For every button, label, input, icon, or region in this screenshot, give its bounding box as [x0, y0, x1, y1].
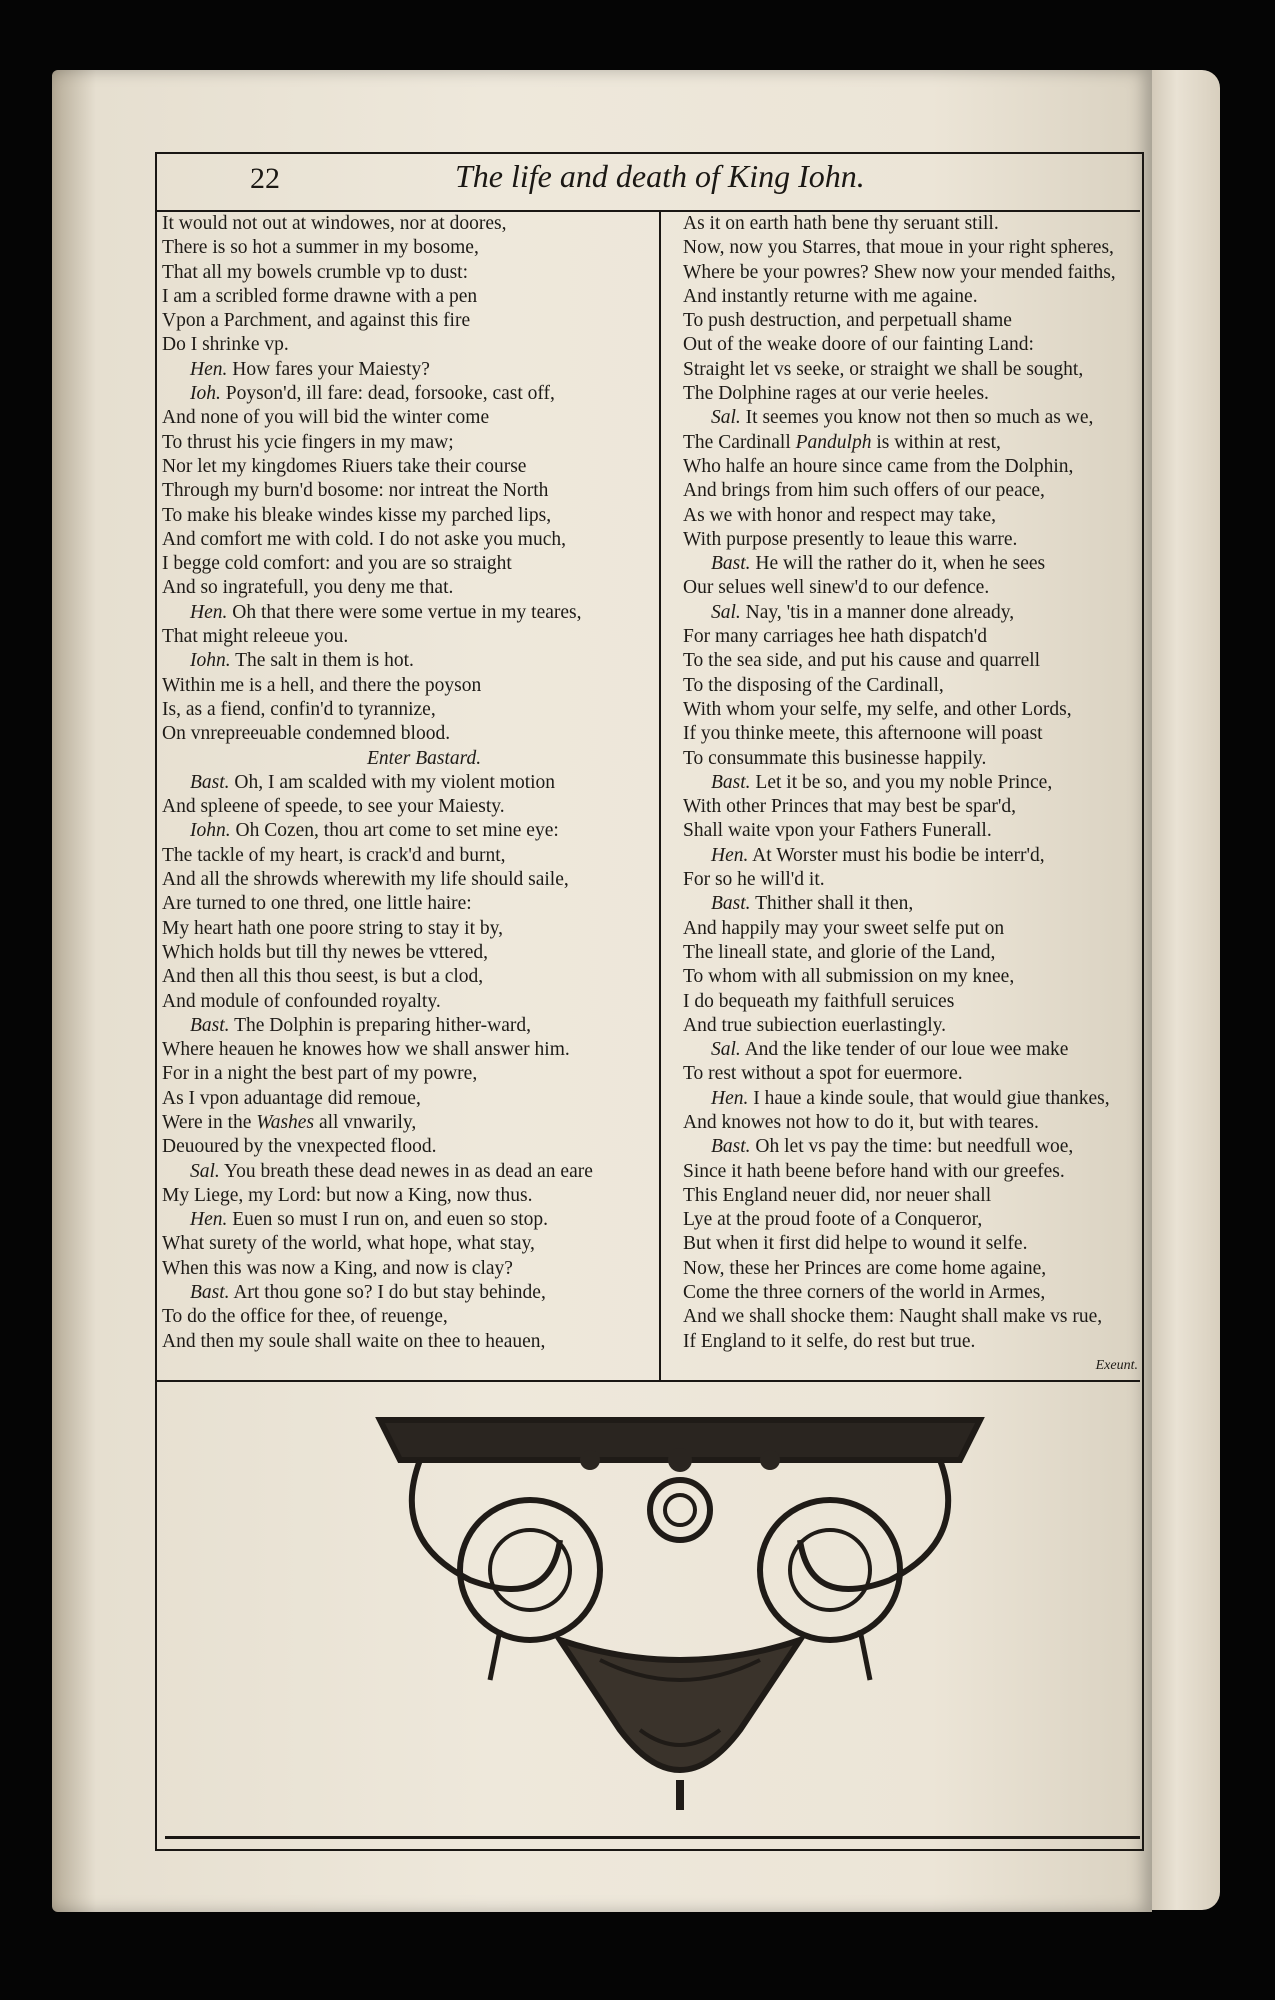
- left-verse-line: [162, 382, 662, 406]
- right-verse-line: [683, 747, 1138, 771]
- left-verse-line: [162, 625, 662, 649]
- line-text: For so he will'd it.: [683, 869, 825, 891]
- line-text: Straight let vs seeke, or straight we shall be sought,: [683, 358, 1084, 380]
- left-verse-line: [162, 1135, 662, 1159]
- stage-direction: Exeunt.: [1095, 1357, 1138, 1373]
- right-verse-line: [683, 382, 1138, 406]
- right-verse-line: [683, 625, 1138, 649]
- line-text: Were in the: [162, 1111, 257, 1133]
- left-verse-line: [162, 917, 662, 941]
- line-text: Now, now you Starres, that moue in your right spheres,: [683, 237, 1114, 259]
- left-verse-line: [162, 236, 662, 260]
- right-verse-line: [683, 504, 1138, 528]
- line-text: Euen so must I run on, and euen so stop.: [227, 1209, 549, 1231]
- left-verse-line: [162, 1257, 662, 1281]
- left-verse-line: [162, 892, 662, 916]
- lower-border-rule: [165, 1836, 1140, 1839]
- line-text: The salt in them is hot.: [230, 650, 414, 672]
- right-verse-line: [683, 552, 1138, 576]
- right-verse-line: [683, 819, 1138, 843]
- speaker-name: Bast.: [711, 771, 751, 793]
- right-verse-line: [683, 455, 1138, 479]
- right-verse-line: [683, 528, 1138, 552]
- line-text: I begge cold comfort: and you are so straight: [162, 553, 512, 575]
- column-divider: [659, 212, 661, 1380]
- right-verse-line: [683, 358, 1138, 382]
- line-text: To consummate this businesse happily.: [683, 747, 987, 769]
- line-text: To rest without a spot for euermore.: [683, 1063, 963, 1085]
- left-verse-line: [162, 261, 662, 285]
- line-text: The Dolphine rages at our verie heeles.: [683, 383, 989, 405]
- left-verse-line: [162, 1062, 662, 1086]
- line-text: I am a scribled forme drawne with a pen: [162, 285, 478, 307]
- left-verse-line: [162, 528, 662, 552]
- right-verse-line: [683, 1208, 1138, 1232]
- speaker-name: Bast.: [711, 553, 751, 575]
- left-verse-line: [162, 844, 662, 868]
- right-verse-line: [683, 1014, 1138, 1038]
- line-text: And then my soule shall waite on thee to heauen,: [162, 1330, 546, 1352]
- left-text-column: [162, 212, 662, 1382]
- right-verse-line: [683, 892, 1138, 916]
- left-verse-line: [162, 1330, 662, 1354]
- line-text: And the like tender of our loue wee make: [740, 1039, 1069, 1061]
- line-text: For in a night the best part of my powre,: [162, 1063, 478, 1085]
- left-verse-line: [162, 1208, 662, 1232]
- left-verse-line: [162, 941, 662, 965]
- right-verse-line: [683, 844, 1138, 868]
- line-text: And all the shrowds wherewith my life should saile,: [162, 869, 569, 891]
- line-text: Thither shall it then,: [750, 893, 914, 915]
- line-text: Which holds but till thy newes be vttered,: [162, 941, 489, 963]
- line-text: With purpose presently to leaue this warre.: [683, 528, 1018, 550]
- text-bottom-rule: [155, 1380, 1140, 1382]
- right-verse-line: [683, 576, 1138, 600]
- line-text: That all my bowels crumble vp to dust:: [162, 261, 468, 283]
- right-verse-line: [683, 965, 1138, 989]
- right-verse-line: [683, 649, 1138, 673]
- line-text: Are turned to one thred, one little haire:: [162, 893, 472, 915]
- line-text: When this was now a King, and now is clay?: [162, 1257, 513, 1279]
- speaker-name: Hen.: [711, 844, 749, 866]
- speaker-name: Sal.: [711, 1039, 741, 1061]
- line-text: Within me is a hell, and there the poyson: [162, 674, 482, 696]
- left-verse-line: [162, 965, 662, 989]
- left-verse-line: [162, 1038, 662, 1062]
- speaker-name: Bast.: [711, 1136, 751, 1158]
- line-text: My Liege, my Lord: but now a King, now thus.: [162, 1184, 533, 1206]
- line-text: If England to it selfe, do rest but true.: [683, 1330, 976, 1352]
- speaker-name: Ioh.: [190, 383, 221, 405]
- page-number: 22: [250, 162, 280, 195]
- speaker-name: Hen.: [711, 1087, 749, 1109]
- left-verse-line: [162, 698, 662, 722]
- line-text: What surety of the world, what hope, what stay,: [162, 1233, 535, 1255]
- right-verse-line: [683, 990, 1138, 1014]
- left-verse-line: [162, 1111, 662, 1135]
- left-verse-line: [162, 1087, 662, 1111]
- left-verse-line: [162, 771, 662, 795]
- speaker-name: Sal.: [711, 407, 741, 429]
- left-verse-line: [162, 309, 662, 333]
- right-verse-line: [683, 1257, 1138, 1281]
- line-text: There is so hot a summer in my bosome,: [162, 237, 479, 259]
- right-verse-line: [683, 285, 1138, 309]
- line-text: Lye at the proud foote of a Conqueror,: [683, 1209, 983, 1231]
- line-text: The Cardinall: [683, 431, 796, 453]
- stage-direction: Enter Bastard.: [367, 747, 482, 769]
- left-verse-line: [162, 285, 662, 309]
- speaker-name: Sal.: [190, 1160, 220, 1182]
- line-text: Oh, I am scalded with my violent motion: [229, 771, 556, 793]
- line-text: To the disposing of the Cardinall,: [683, 674, 944, 696]
- line-text: How fares your Maiesty?: [227, 358, 430, 380]
- line-text: The lineall state, and glorie of the Land,: [683, 941, 996, 963]
- italic-name: Pandulph: [795, 431, 872, 453]
- speaker-name: Bast.: [190, 1014, 230, 1036]
- left-verse-line: [162, 406, 662, 430]
- right-verse-line: [683, 333, 1138, 357]
- left-verse-line: [162, 576, 662, 600]
- line-text: And module of confounded royalty.: [162, 990, 441, 1012]
- line-text: Oh Cozen, thou art come to set mine eye:: [230, 820, 559, 842]
- speaker-name: Bast.: [190, 771, 230, 793]
- speaker-name: Bast.: [711, 893, 751, 915]
- line-text: To push destruction, and perpetuall shame: [683, 310, 1012, 332]
- left-verse-line: [162, 1232, 662, 1256]
- left-verse-line: [162, 212, 662, 236]
- line-text: It would not out at windowes, nor at doores,: [162, 213, 507, 234]
- right-verse-line: [683, 1038, 1138, 1062]
- line-text: Our selues well sinew'd to our defence.: [683, 577, 990, 599]
- line-text: On vnrepreeuable condemned blood.: [162, 723, 451, 745]
- woodcut-tailpiece-ornament: [360, 1400, 1000, 1820]
- left-verse-line: [162, 1184, 662, 1208]
- speaker-name: Iohn.: [190, 820, 231, 842]
- right-verse-line: [683, 1087, 1138, 1111]
- line-text: Where heauen he knowes how we shall answer him.: [162, 1039, 570, 1061]
- line-text: And true subiection euerlastingly.: [683, 1014, 947, 1036]
- line-text: For many carriages hee hath dispatch'd: [683, 626, 988, 648]
- left-verse-line: [162, 1305, 662, 1329]
- right-verse-line: [683, 1184, 1138, 1208]
- line-text: And we shall shocke them: Naught shall make vs rue,: [683, 1306, 1103, 1328]
- line-text: It seemes you know not then so much as we,: [740, 407, 1094, 429]
- right-verse-line: [683, 674, 1138, 698]
- right-verse-line: [683, 1160, 1138, 1184]
- running-title: The life and death of King Iohn.: [455, 158, 865, 194]
- running-header: [155, 150, 1140, 212]
- line-text: Nay, 'tis in a manner done already,: [740, 601, 1015, 623]
- right-verse-line: [683, 236, 1138, 260]
- right-verse-line: [683, 406, 1138, 430]
- line-text: With other Princes that may best be spar'd,: [683, 796, 1017, 818]
- left-verse-line: [162, 1014, 662, 1038]
- left-verse-line: [162, 552, 662, 576]
- left-verse-line: [162, 1281, 662, 1305]
- speaker-name: Hen.: [190, 601, 228, 623]
- left-verse-line: [162, 358, 662, 382]
- line-text: Where be your powres? Shew now your mended faiths,: [683, 261, 1116, 283]
- right-verse-line: [683, 212, 1138, 236]
- right-verse-line: [683, 917, 1138, 941]
- line-text: The tackle of my heart, is crack'd and burnt,: [162, 844, 506, 866]
- line-text: He will the rather do it, when he sees: [750, 553, 1046, 575]
- line-text: I haue a kinde soule, that would giue thankes,: [748, 1087, 1110, 1109]
- left-verse-line: [162, 868, 662, 892]
- line-text: That might releeue you.: [162, 626, 349, 648]
- line-text: If you thinke meete, this afternoone will poast: [683, 723, 1043, 745]
- line-text: Shall waite vpon your Fathers Funerall.: [683, 820, 992, 842]
- left-verse-line: [162, 504, 662, 528]
- left-verse-line: [162, 990, 662, 1014]
- italic-name: Washes: [256, 1111, 315, 1133]
- left-verse-line: [162, 819, 662, 843]
- line-text: Poyson'd, ill fare: dead, forsooke, cast off,: [220, 383, 555, 405]
- line-text: This England neuer did, nor neuer shall: [683, 1184, 992, 1206]
- right-verse-line: [683, 1062, 1138, 1086]
- left-verse-line: [162, 431, 662, 455]
- line-text: To thrust his ycie fingers in my maw;: [162, 431, 454, 453]
- line-text: To whom with all submission on my knee,: [683, 966, 1015, 988]
- line-text: And then all this thou seest, is but a clod,: [162, 966, 484, 988]
- line-text: As I vpon aduantage did remoue,: [162, 1087, 421, 1109]
- left-verse-line: [162, 333, 662, 357]
- line-text: Oh that there were some vertue in my teares,: [227, 601, 582, 623]
- line-text: Deuoured by the vnexpected flood.: [162, 1136, 437, 1158]
- right-verse-line: [683, 771, 1138, 795]
- line-text: Since it hath beene before hand with our greefes.: [683, 1160, 1065, 1182]
- left-verse-line: [162, 722, 662, 746]
- right-verse-line: [683, 479, 1138, 503]
- line-text: Now, these her Princes are come home againe,: [683, 1257, 1047, 1279]
- right-verse-line: [683, 795, 1138, 819]
- speaker-name: Iohn.: [190, 650, 231, 672]
- line-text: I do bequeath my faithfull seruices: [683, 990, 955, 1012]
- line-text: Out of the weake doore of our fainting Land:: [683, 334, 1034, 356]
- line-text-continued: is within at rest,: [871, 431, 1001, 453]
- line-text: The Dolphin is preparing hither-ward,: [229, 1014, 531, 1036]
- left-verse-line: [162, 649, 662, 673]
- line-text-continued: all vnwarily,: [314, 1111, 417, 1133]
- speaker-name: Bast.: [190, 1282, 230, 1304]
- left-verse-line: [162, 795, 662, 819]
- line-text: To make his bleake windes kisse my parched lips,: [162, 504, 552, 526]
- line-text: Come the three corners of the world in Armes,: [683, 1282, 1046, 1304]
- right-verse-line: [683, 1330, 1138, 1354]
- line-text: Vpon a Parchment, and against this fire: [162, 310, 471, 332]
- speaker-name: Sal.: [711, 601, 741, 623]
- line-text: And comfort me with cold. I do not aske you much,: [162, 528, 567, 550]
- speaker-name: Hen.: [190, 358, 228, 380]
- line-text: Let it be so, and you my noble Prince,: [750, 771, 1053, 793]
- speaker-name: Hen.: [190, 1209, 228, 1231]
- line-text: And instantly returne with me againe.: [683, 285, 978, 307]
- line-text: With whom your selfe, my selfe, and other Lords,: [683, 698, 1072, 720]
- line-text: And knowes not how to do it, but with teares.: [683, 1111, 1039, 1133]
- line-text: At Worster must his bodie be interr'd,: [748, 844, 1045, 866]
- left-verse-line: [162, 674, 662, 698]
- line-text: And happily may your sweet selfe put on: [683, 917, 1005, 939]
- right-verse-line: [683, 1305, 1138, 1329]
- line-text: Is, as a fiend, confin'd to tyrannize,: [162, 698, 436, 720]
- line-text: To the sea side, and put his cause and quarrell: [683, 650, 1041, 672]
- page-edge: [1148, 70, 1220, 1910]
- left-verse-line: [162, 601, 662, 625]
- line-text: But when it first did helpe to wound it selfe.: [683, 1233, 1028, 1255]
- line-text: As it on earth hath bene thy seruant still.: [683, 213, 999, 234]
- right-verse-line: [683, 941, 1138, 965]
- line-text: You breath these dead newes in as dead an eare: [219, 1160, 593, 1182]
- left-verse-line: [162, 455, 662, 479]
- line-text: Through my burn'd bosome: nor intreat the North: [162, 480, 549, 502]
- line-text: Do I shrinke vp.: [162, 334, 289, 356]
- line-text: Nor let my kingdomes Riuers take their course: [162, 455, 527, 477]
- line-text: Art thou gone so? I do but stay behinde,: [229, 1282, 546, 1304]
- line-text: Oh let vs pay the time: but needfull woe,: [750, 1136, 1074, 1158]
- right-verse-line: [683, 601, 1138, 625]
- line-text: Who halfe an houre since came from the Dolphin,: [683, 455, 1074, 477]
- right-verse-line: [683, 431, 1138, 455]
- right-verse-line: [683, 261, 1138, 285]
- line-text: And brings from him such offers of our peace,: [683, 480, 1045, 502]
- line-text: And so ingratefull, you deny me that.: [162, 577, 454, 599]
- line-text: And none of you will bid the winter come: [162, 407, 490, 429]
- line-text: My heart hath one poore string to stay it by,: [162, 917, 504, 939]
- right-verse-line: [683, 1281, 1138, 1305]
- line-text: And spleene of speede, to see your Maiesty.: [162, 796, 505, 818]
- right-verse-line: [683, 722, 1138, 746]
- left-verse-line: [162, 479, 662, 503]
- right-verse-line: [683, 309, 1138, 333]
- line-text: To do the office for thee, of reuenge,: [162, 1306, 448, 1328]
- right-verse-line: [683, 698, 1138, 722]
- left-verse-line: [162, 1160, 662, 1184]
- right-verse-line: [683, 1135, 1138, 1159]
- right-verse-line: [683, 868, 1138, 892]
- right-verse-line: [683, 1232, 1138, 1256]
- right-verse-line: [683, 1111, 1138, 1135]
- line-text: As we with honor and respect may take,: [683, 504, 996, 526]
- right-text-column: [683, 212, 1138, 1382]
